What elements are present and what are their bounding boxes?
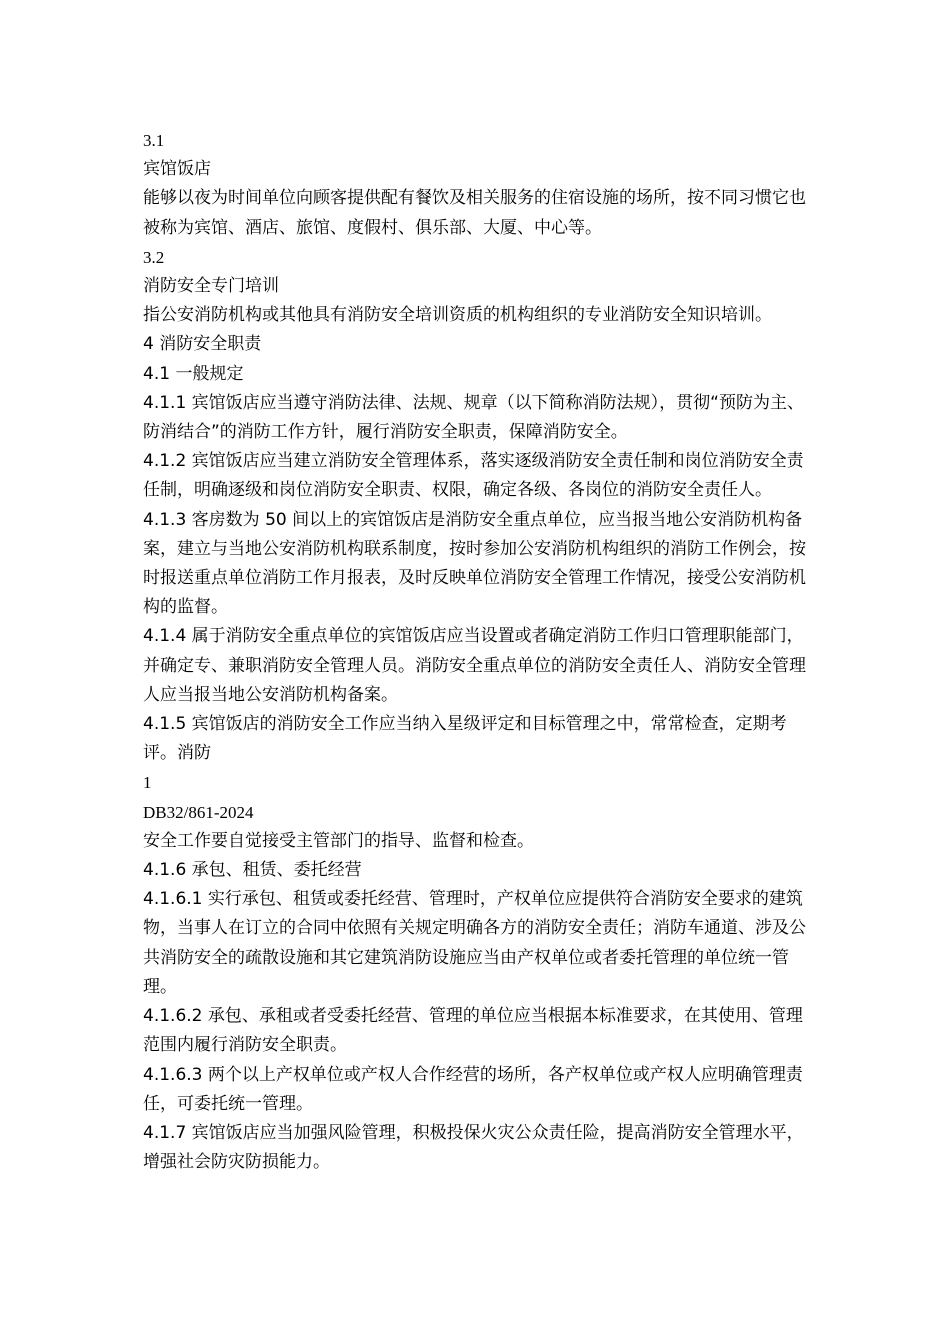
clause-4-1-5-continued: 安全工作要自觉接受主管部门的指导、监督和检查。 — [143, 830, 534, 851]
section-heading-4-1: 4.1 一般规定 — [143, 363, 244, 384]
clause-4-1-6-3: 4.1.6.3 两个以上产权单位或产权人合作经营的场所，各产权单位或产权人应明确管理责任，可委托统一管理。 — [143, 1064, 803, 1114]
section-number-3-2: 3.2 — [143, 247, 165, 267]
clause-4-1-6-2: 4.1.6.2 承包、承租或者受委托经营、管理的单位应当根据本标准要求，在其使用、管理范围内履行消防安全职责。 — [143, 1006, 803, 1056]
section-heading-4: 4 消防安全职责 — [143, 334, 262, 355]
definition-hotel: 能够以夜为时间单位向顾客提供配有餐饮及相关服务的住宿设施的场所，按不同习惯它也被称为宾馆、酒店、旅馆、度假村、俱乐部、大厦、中心等。 — [143, 188, 806, 238]
term-hotel: 宾馆饭店 — [143, 159, 211, 180]
page-number: 1 — [143, 773, 152, 793]
clause-4-1-6-1: 4.1.6.1 实行承包、租赁或委托经营、管理时，产权单位应提供符合消防安全要求的建筑物，当事人在订立的合同中依照有关规定明确各方的消防安全责任；消防车通道、涉及公共消防安全的疏散设施和其它建筑消防设施应当由产权单位或者委托管理的单位统一管理。 — [143, 889, 806, 997]
clause-4-1-4: 4.1.4 属于消防安全重点单位的宾馆饭店应当设置或者确定消防工作归口管理职能部门，并确定专、兼职消防安全管理人员。消防安全重点单位的消防安全责任人、消防安全管理人应当报当地公安消防机构备案。 — [143, 626, 806, 705]
definition-fire-training: 指公安消防机构或其他具有消防安全培训资质的机构组织的专业消防安全知识培训。 — [143, 305, 772, 326]
section-heading-4-1-6: 4.1.6 承包、租赁、委托经营 — [143, 860, 362, 881]
term-fire-training: 消防安全专门培训 — [143, 276, 279, 297]
clause-4-1-5: 4.1.5 宾馆饭店的消防安全工作应当纳入星级评定和目标管理之中，常常检查，定期考评。消防 — [143, 714, 787, 764]
clause-4-1-2: 4.1.2 宾馆饭店应当建立消防安全管理体系，落实逐级消防安全责任制和岗位消防安全责任制，明确逐级和岗位消防安全职责、权限，确定各级、各岗位的消防安全责任人。 — [143, 451, 804, 501]
clause-4-1-1: 4.1.1 宾馆饭店应当遵守消防法律、法规、规章（以下简称消防法规），贯彻“预防为主、防消结合”的消防工作方针，履行消防安全职责，保障消防安全。 — [143, 392, 804, 443]
clause-4-1-3: 4.1.3 客房数为 50 间以上的宾馆饭店是消防安全重点单位，应当报当地公安消防机构备案，建立与当地公安消防机构联系制度，按时参加公安消防机构组织的消防工作例会，按时报送重点单位消防工作月报表，及时反映单位消防安全管理工作情况，接受公安消防机构的监督。 — [143, 509, 806, 618]
section-number-3-1: 3.1 — [143, 131, 165, 150]
standard-code: DB32/861-2024 — [143, 802, 254, 822]
clause-4-1-7: 4.1.7 宾馆饭店应当加强风险管理，积极投保火灾公众责任险，提高消防安全管理水平，增强社会防灾防损能力。 — [143, 1122, 804, 1173]
document-body — [143, 126, 808, 1177]
